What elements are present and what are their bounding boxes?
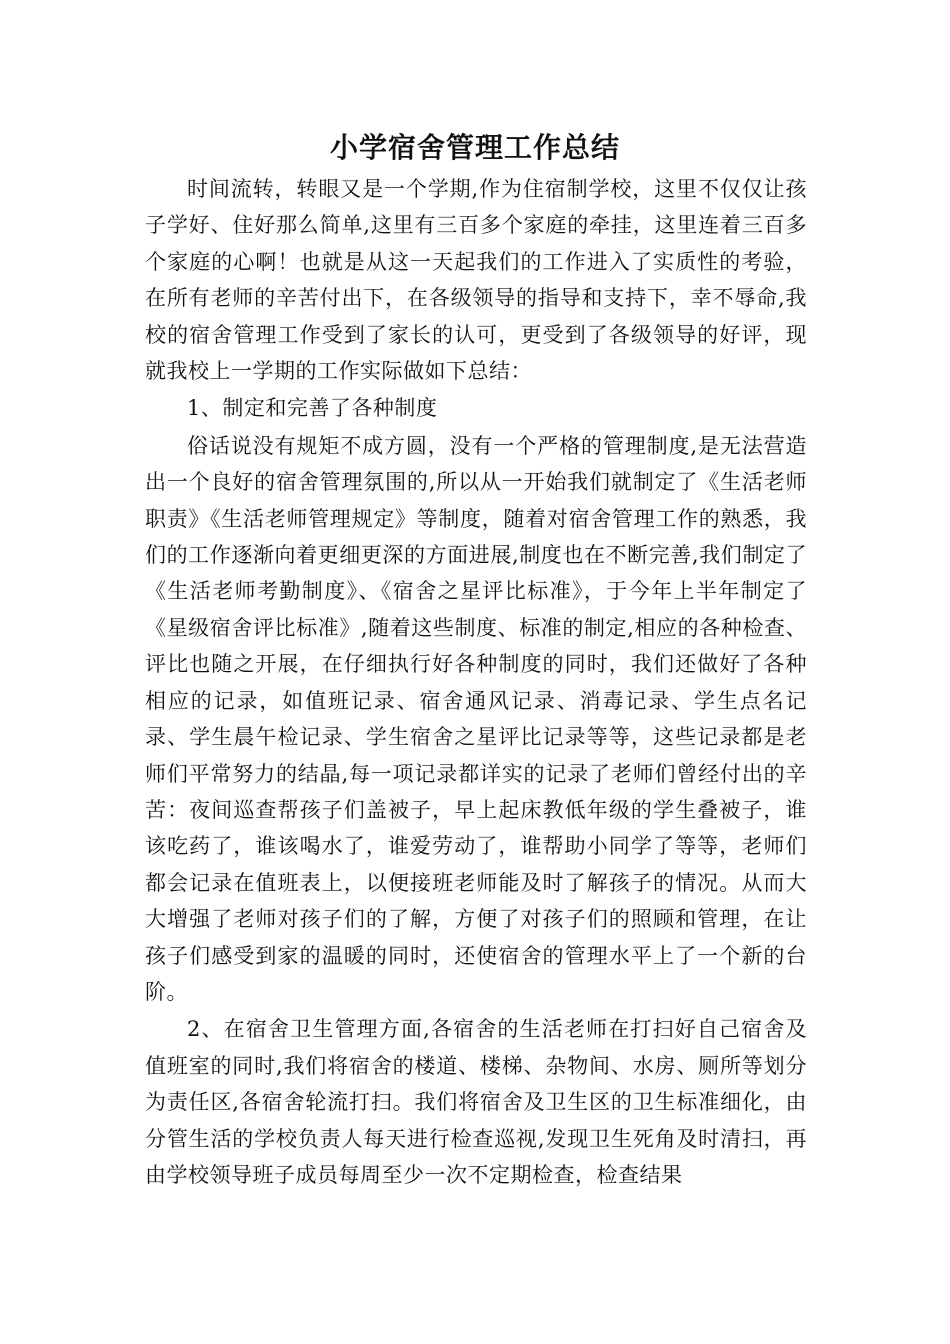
paragraph-hygiene: 2、在宿舍卫生管理方面,各宿舍的生活老师在打扫好自己宿舍及值班室的同时,我们将宿舍的楼道、楼梯、杂物间、水房、厕所等划分为责任区,各宿舍轮流打扫。我们将宿舍及卫生区的卫生标准细化，由分管生活的学校负责人每天进行检查巡视,发现卫生死角及时清扫，再由学校领导班子成员每周至少一次不定期检查，检查结果 xyxy=(145,1017,807,1187)
document-body xyxy=(145,171,807,1194)
section-heading-1: 1、制定和完善了各种制度 xyxy=(187,396,438,421)
paragraph-intro: 时间流转，转眼又是一个学期,作为住宿制学校，这里不仅仅让孩子学好、住好那么简单,这里有三百多个家庭的牵挂，这里连着三百多个家庭的心啊！也就是从这一天起我们的工作进入了实质性的考验，在所有老师的辛苦付出下，在各级领导的指导和支持下，幸不辱命,我校的宿舍管理工作受到了家长的认可，更受到了各级领导的好评，现就我校上一学期的工作实际做如下总结： xyxy=(145,177,807,384)
paragraph-rules: 俗话说没有规矩不成方圆，没有一个严格的管理制度,是无法营造出一个良好的宿舍管理氛围的,所以从一开始我们就制定了《生活老师职责》《生活老师管理规定》等制度，随着对宿舍管理工作的熟悉，我们的工作逐渐向着更细更深的方面进展,制度也在不断完善,我们制定了《生活老师考勤制度》、《宿舍之星评比标准》，于今年上半年制定了《星级宿舍评比标准》,随着这些制度、标准的制定,相应的各种检查、评比也随之开展，在仔细执行好各种制度的同时，我们还做好了各种相应的记录，如值班记录、宿舍通风记录、消毒记录、学生点名记录、学生晨午检记录、学生宿舍之星评比记录等等，这些记录都是老师们平常努力的结晶,每一项记录都详实的记录了老师们曾经付出的辛苦：夜间巡查帮孩子们盖被子，早上起床教低年级的学生叠被子，谁该吃药了，谁该喝水了，谁爱劳动了，谁帮助小同学了等等，老师们都会记录在值班表上，以便接班老师能及时了解孩子的情况。从而大大增强了老师对孩子们的了解，方便了对孩子们的照顾和管理，在让孩子们感受到家的温暖的同时，还使宿舍的管理水平上了一个新的台阶。 xyxy=(145,433,807,1004)
document-title: 小学宿舍管理工作总结 xyxy=(329,131,620,164)
